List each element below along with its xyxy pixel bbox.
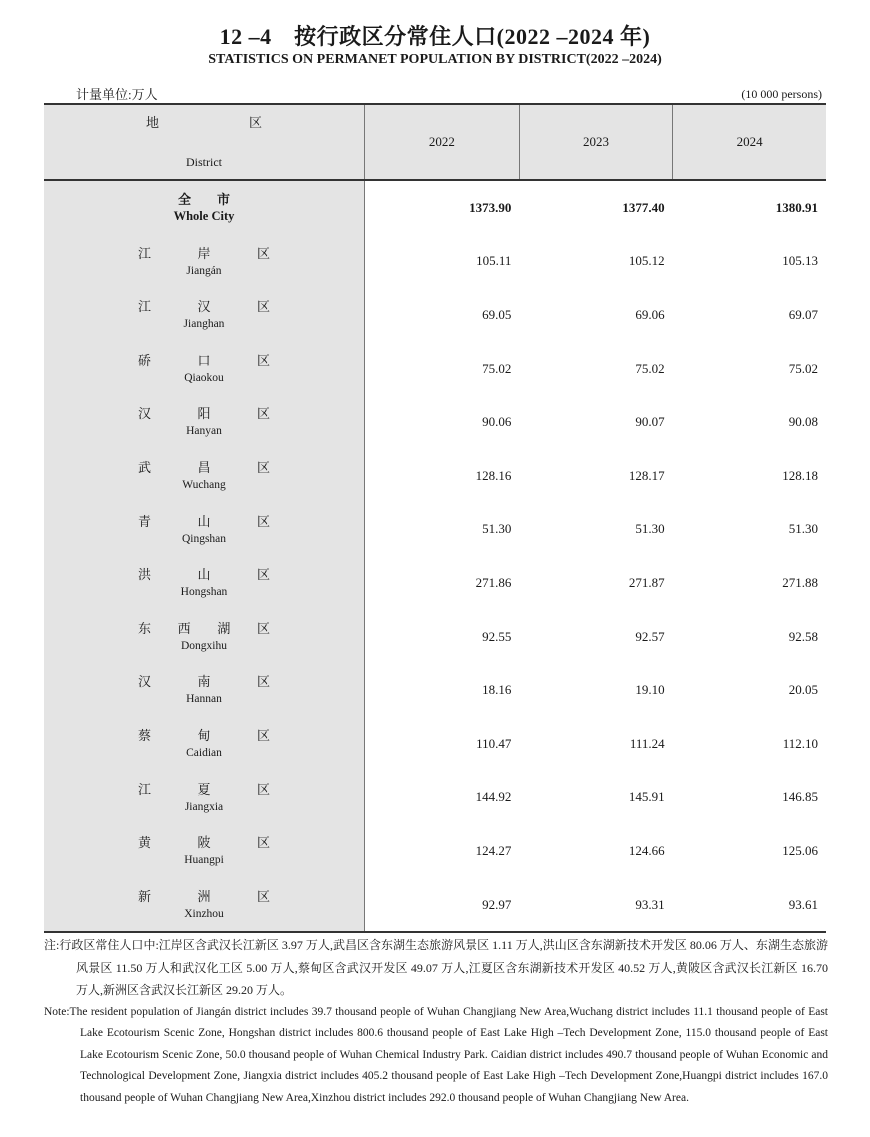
district-name-cn [44, 782, 364, 797]
population-value: 90.08 [788, 414, 818, 430]
population-value: 110.47 [476, 735, 512, 751]
district-char: 区 [256, 567, 270, 583]
district-name-cn [44, 674, 364, 689]
population-value: 128.16 [475, 467, 512, 483]
district-name-en: Qingshan [181, 532, 227, 545]
district-char: 汉 [138, 406, 152, 422]
district-char: 区 [256, 835, 270, 851]
district-name-en: Jianghan [183, 318, 225, 331]
district-cell [44, 180, 365, 235]
population-value: 75.02 [482, 360, 512, 376]
district-name-cn [44, 460, 364, 475]
district-cell [44, 288, 365, 342]
district-name-en: Hongshan [180, 586, 228, 599]
district-char: 区 [256, 245, 270, 261]
district-char: 洲 [197, 888, 211, 904]
district-cell [44, 878, 365, 933]
population-value: 124.27 [475, 842, 512, 858]
district-char: 新 [138, 888, 152, 904]
population-value: 111.24 [629, 735, 665, 751]
district-char: 汉 [197, 299, 211, 315]
district-name-en: Hanyan [186, 425, 222, 438]
district-char: 口 [197, 352, 211, 368]
year-header: 2022 [365, 104, 520, 180]
population-value: 124.66 [628, 842, 665, 858]
district-char: 岸 [197, 245, 211, 261]
population-value: 51.30 [788, 521, 818, 537]
district-cell [44, 395, 365, 449]
district-name-cn [44, 299, 364, 314]
unit-label-en: (10 000 persons) [741, 87, 822, 101]
population-table [44, 103, 826, 933]
population-value: 20.05 [788, 682, 818, 698]
table-title-en: STATISTICS ON PERMANET POPULATION BY DISTRICT(2022 –2024) [208, 52, 662, 67]
population-value: 105.11 [476, 253, 512, 269]
population-value: 92.58 [788, 628, 818, 644]
district-header-cn: 地区 [145, 115, 352, 130]
district-name-cn [44, 514, 364, 529]
district-name-cn [44, 889, 364, 904]
district-char: 蔡 [138, 727, 152, 743]
district-char: 区 [256, 406, 270, 422]
district-header-en: District [186, 155, 222, 169]
table-row [44, 342, 826, 396]
district-cell [44, 342, 365, 396]
population-value: 19.10 [635, 682, 665, 698]
district-name-en: Hannan [186, 693, 222, 706]
district-char: 区 [256, 674, 270, 690]
population-value: 92.97 [365, 878, 520, 933]
population-value: 112.10 [782, 735, 818, 751]
district-name-en: Dongxihu [181, 639, 227, 652]
population-value: 69.06 [635, 306, 665, 322]
district-char: 硚 [138, 352, 152, 368]
total-row [44, 180, 826, 235]
table-row [44, 449, 826, 503]
district-char: 山 [197, 567, 211, 583]
table-row [44, 556, 826, 610]
district-name-cn [44, 728, 364, 743]
district-name-cn [44, 353, 364, 368]
district-char: 区 [256, 459, 270, 475]
population-value: 145.91 [628, 789, 665, 805]
district-char: 湖 [217, 620, 231, 636]
population-value: 18.16 [482, 682, 512, 698]
district-header [44, 104, 365, 180]
note-cn: 注:行政区常住人口中:江岸区含武汉长江新区 3.97 万人,武昌区含东湖生态旅游风景区 1.11 万人,洪山区含东湖新技术开发区 80.06 万人、东湖生态旅游风景区 11.50 万人和武汉化工区 5.00 万人,蔡甸区含武汉开发区 49.07 万人,江夏区含东湖新技术开发区 40.52 万人,黄陂区含武汉长江新区 16.70 万人,新洲区含武汉长江新区 29.20 万人。 [44, 938, 828, 997]
population-value: 146.85 [782, 789, 818, 805]
year-header: 2024 [673, 104, 826, 180]
population-value: 105.12 [628, 253, 665, 269]
population-value: 92.57 [635, 628, 665, 644]
population-value: 90.06 [482, 414, 512, 430]
table-row [44, 663, 826, 717]
table-row [44, 503, 826, 557]
note-en: Note:The resident population of Jiangán district includes 39.7 thousand people of Wuhan Changjiang New Area,Wuchang district includes 11.1 thousand people of East Lake Ecotourism Scenic Zone, Hongshan district includes 800.6 thousand people of East Lake High –Tech Development Zone, 115.0 thousand people of East Lake Ecotourism Scenic Zone, 50.0 thousand people of Wuhan Chemical Industry Park. Caidian district includes 490.7 thousand people of Wuhan Economic and Technological Development Zone, Jiangxia district includes 405.2 thousand people of East Lake High –Tech Development Zone,Huangpi district includes 167.0 thousand people of Wuhan Changjiang New Area,Xinzhou district includes 292.0 thousand people of Wuhan Changjiang New Area. [44, 1005, 828, 1104]
district-char: 东 [138, 620, 152, 636]
district-cell [44, 771, 365, 825]
notes [44, 934, 828, 1109]
table-row [44, 771, 826, 825]
district-char: 武 [138, 459, 152, 475]
district-cell [44, 663, 365, 717]
district-cell [44, 449, 365, 503]
district-cell [44, 610, 365, 664]
population-value: 125.06 [782, 842, 818, 858]
district-name-en: Jiangxia [184, 800, 224, 813]
district-name-en: Jiangán [186, 264, 222, 277]
population-value: 128.17 [628, 467, 665, 483]
population-value: 75.02 [788, 360, 818, 376]
district-char: 汉 [138, 674, 152, 690]
district-char: 甸 [197, 727, 211, 743]
district-cell [44, 556, 365, 610]
population-value: 105.13 [782, 253, 818, 269]
district-char: 西 [177, 620, 191, 636]
district-name-cn [44, 567, 364, 582]
district-char: 昌 [197, 459, 211, 475]
unit-label-cn: 计量单位:万人 [76, 87, 158, 102]
district-char: 山 [197, 513, 211, 529]
population-value: 75.02 [635, 360, 665, 376]
district-cell [44, 503, 365, 557]
district-char: 江 [138, 245, 152, 261]
district-char: 区 [256, 727, 270, 743]
table-title-cn: 12 –4 按行政区分常住人口(2022 –2024 年) [219, 24, 651, 49]
district-char: 黄 [138, 835, 152, 851]
table-row [44, 717, 826, 771]
population-value: 271.86 [475, 574, 512, 590]
district-char: 区 [256, 620, 270, 636]
district-name-en: Xinzhou [184, 907, 224, 920]
population-value: 271.88 [782, 574, 818, 590]
district-name-cn [44, 835, 364, 850]
table-row [44, 235, 826, 289]
population-value: 51.30 [635, 521, 665, 537]
population-value: 69.05 [482, 306, 512, 322]
district-name-en: Caidian [186, 746, 222, 759]
population-value: 144.92 [475, 789, 512, 805]
district-name-en: Huangpi [184, 854, 224, 867]
year-header: 2023 [519, 104, 672, 180]
district-name-cn [44, 406, 364, 421]
district-name-en: Whole City [173, 209, 235, 223]
district-char: 南 [197, 674, 211, 690]
district-char: 市 [217, 192, 231, 207]
district-char: 区 [256, 781, 270, 797]
district-char: 江 [138, 299, 152, 315]
district-char: 夏 [197, 781, 211, 797]
district-name-en: Wuchang [182, 478, 226, 491]
district-name-en: Qiaokou [184, 371, 224, 384]
table-row [44, 610, 826, 664]
district-cell [44, 824, 365, 878]
district-name-cn [44, 621, 364, 636]
district-char: 洪 [138, 567, 152, 583]
district-char: 区 [256, 513, 270, 529]
district-cell [44, 717, 365, 771]
district-char: 区 [256, 299, 270, 315]
district-char: 阳 [197, 406, 211, 422]
population-value: 1380.91 [775, 199, 818, 215]
district-char: 青 [138, 513, 152, 529]
district-char: 区 [256, 888, 270, 904]
district-name-cn [44, 246, 364, 261]
district-char: 全 [177, 192, 191, 207]
table-row [44, 288, 826, 342]
district-char: 江 [138, 781, 152, 797]
population-value: 92.55 [482, 628, 512, 644]
population-value: 93.31 [519, 878, 672, 933]
population-value: 1377.40 [622, 199, 665, 215]
table-row [44, 878, 826, 933]
population-value: 1373.90 [469, 199, 512, 215]
population-value: 69.07 [788, 306, 818, 322]
district-name-cn [44, 192, 364, 207]
population-value: 93.61 [673, 878, 826, 933]
population-value: 51.30 [482, 521, 512, 537]
district-char: 陂 [197, 835, 211, 851]
district-cell [44, 235, 365, 289]
table-row [44, 395, 826, 449]
population-value: 271.87 [628, 574, 665, 590]
table-row [44, 824, 826, 878]
population-value: 90.07 [635, 414, 665, 430]
population-value: 128.18 [782, 467, 818, 483]
header-row [44, 104, 826, 180]
district-char: 区 [256, 352, 270, 368]
